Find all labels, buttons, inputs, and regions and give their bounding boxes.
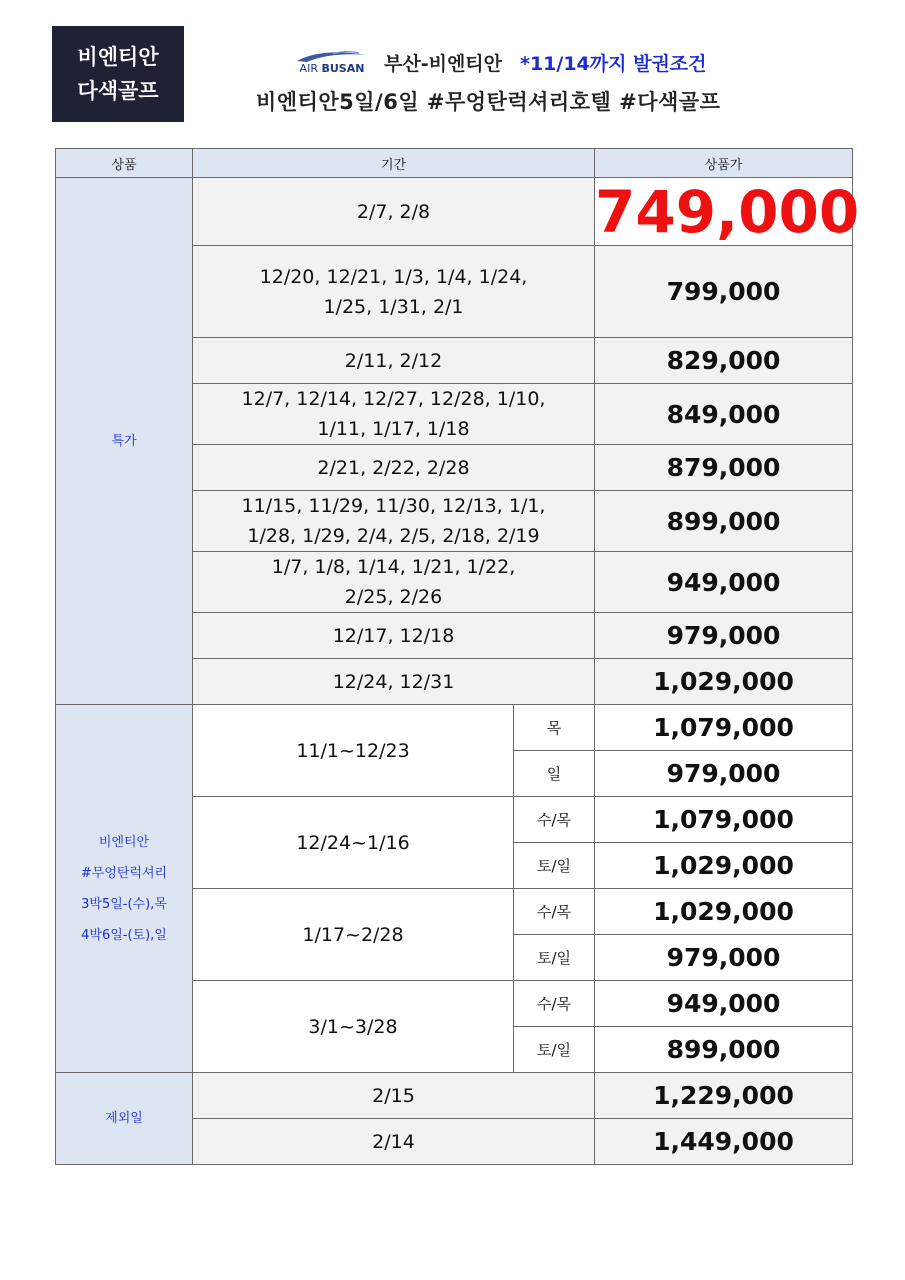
category-special: 특가 bbox=[56, 178, 193, 705]
deadline-text: *11/14까지 발권조건 bbox=[520, 52, 707, 75]
date-line: 2/21, 2/22, 2/28 bbox=[317, 456, 470, 479]
price-cell: 949,000 bbox=[595, 552, 853, 613]
day-cell: 토/일 bbox=[514, 1027, 595, 1073]
logo-text bbox=[300, 62, 365, 75]
date-cell bbox=[193, 552, 595, 613]
price-cell: 1,029,000 bbox=[595, 889, 853, 935]
category-line: #무엉탄럭셔리 bbox=[80, 865, 168, 881]
price-cell: 1,029,000 bbox=[595, 659, 853, 705]
price-cell: 899,000 bbox=[595, 491, 853, 552]
period-cell: 1/17~2/28 bbox=[193, 889, 514, 981]
date-line: 12/20, 12/21, 1/3, 1/4, 1/24, bbox=[259, 265, 528, 288]
table-row bbox=[56, 705, 853, 751]
col-header-period: 기간 bbox=[193, 149, 595, 178]
day-cell: 수/목 bbox=[514, 889, 595, 935]
date-line: 12/17, 12/18 bbox=[332, 624, 455, 647]
date-line: 2/25, 2/26 bbox=[344, 586, 443, 608]
day-cell: 수/목 bbox=[514, 797, 595, 843]
header-route-line bbox=[292, 44, 707, 80]
price-cell: 849,000 bbox=[595, 384, 853, 445]
period-cell: 3/1~3/28 bbox=[193, 981, 514, 1073]
badge-line-1: 비엔티안 bbox=[77, 45, 159, 69]
date-cell bbox=[193, 445, 595, 491]
date-cell bbox=[193, 338, 595, 384]
category-line: 4박6일-(토),일 bbox=[81, 927, 167, 943]
date-line: 1/25, 1/31, 2/1 bbox=[323, 295, 464, 318]
period-cell: 11/1~12/23 bbox=[193, 705, 514, 797]
price-cell: 979,000 bbox=[595, 935, 853, 981]
day-cell: 토/일 bbox=[514, 843, 595, 889]
badge-line-2: 다색골프 bbox=[77, 79, 159, 103]
date-line: 1/28, 1/29, 2/4, 2/5, 2/18, 2/19 bbox=[247, 525, 540, 547]
date-cell bbox=[193, 613, 595, 659]
date-line: 1/11, 1/17, 1/18 bbox=[317, 418, 470, 440]
date-line: 1/7, 1/8, 1/14, 1/21, 1/22, bbox=[271, 556, 516, 578]
price-table bbox=[55, 148, 860, 1165]
date-line: 2/11, 2/12 bbox=[344, 349, 443, 372]
price-cell: 949,000 bbox=[595, 981, 853, 1027]
category-line: 비엔티안 bbox=[98, 834, 150, 850]
price-cell: 829,000 bbox=[595, 338, 853, 384]
day-cell: 목 bbox=[514, 705, 595, 751]
date-line: 11/15, 11/29, 11/30, 12/13, 1/1, bbox=[241, 495, 546, 517]
price-cell: 1,079,000 bbox=[595, 705, 853, 751]
price-cell: 979,000 bbox=[595, 751, 853, 797]
price-cell: 979,000 bbox=[595, 613, 853, 659]
price-cell: 1,449,000 bbox=[595, 1119, 853, 1165]
logo-prefix: AIR bbox=[299, 61, 318, 75]
day-cell: 토/일 bbox=[514, 935, 595, 981]
route-text: 부산-비엔티안 bbox=[384, 52, 503, 75]
price-cell: 899,000 bbox=[595, 1027, 853, 1073]
col-header-product: 상품 bbox=[56, 149, 193, 178]
date-cell bbox=[193, 178, 595, 246]
air-busan-logo bbox=[292, 50, 372, 75]
date-cell bbox=[193, 491, 595, 552]
day-cell: 일 bbox=[514, 751, 595, 797]
category-excluded: 제외일 bbox=[56, 1073, 193, 1165]
price-cell: 1,229,000 bbox=[595, 1073, 853, 1119]
date-cell bbox=[193, 246, 595, 338]
date-cell bbox=[193, 659, 595, 705]
date-cell bbox=[193, 384, 595, 445]
price-cell: 879,000 bbox=[595, 445, 853, 491]
date-line: 2/7, 2/8 bbox=[356, 200, 431, 223]
date-cell: 2/15 bbox=[193, 1073, 595, 1119]
price-cell: 1,079,000 bbox=[595, 797, 853, 843]
header-subtitle: 비엔티안5일/6일 #무엉탄럭셔리호텔 #다색골프 bbox=[256, 90, 721, 114]
logo-name: BUSAN bbox=[321, 61, 365, 75]
price-cell: 799,000 bbox=[595, 246, 853, 338]
table-row bbox=[56, 178, 853, 246]
col-header-price: 상품가 bbox=[595, 149, 853, 178]
date-line: 12/7, 12/14, 12/27, 12/28, 1/10, bbox=[241, 388, 546, 410]
period-cell: 12/24~1/16 bbox=[193, 797, 514, 889]
category-line: 3박5일-(수),목 bbox=[81, 896, 167, 912]
date-cell: 2/14 bbox=[193, 1119, 595, 1165]
date-line: 12/24, 12/31 bbox=[332, 670, 455, 693]
category-package bbox=[56, 705, 193, 1073]
price-cell-highlight: 749,000 bbox=[595, 177, 860, 246]
title-badge bbox=[52, 26, 184, 122]
table-row bbox=[56, 1073, 853, 1119]
price-cell: 1,029,000 bbox=[595, 843, 853, 889]
day-cell: 수/목 bbox=[514, 981, 595, 1027]
